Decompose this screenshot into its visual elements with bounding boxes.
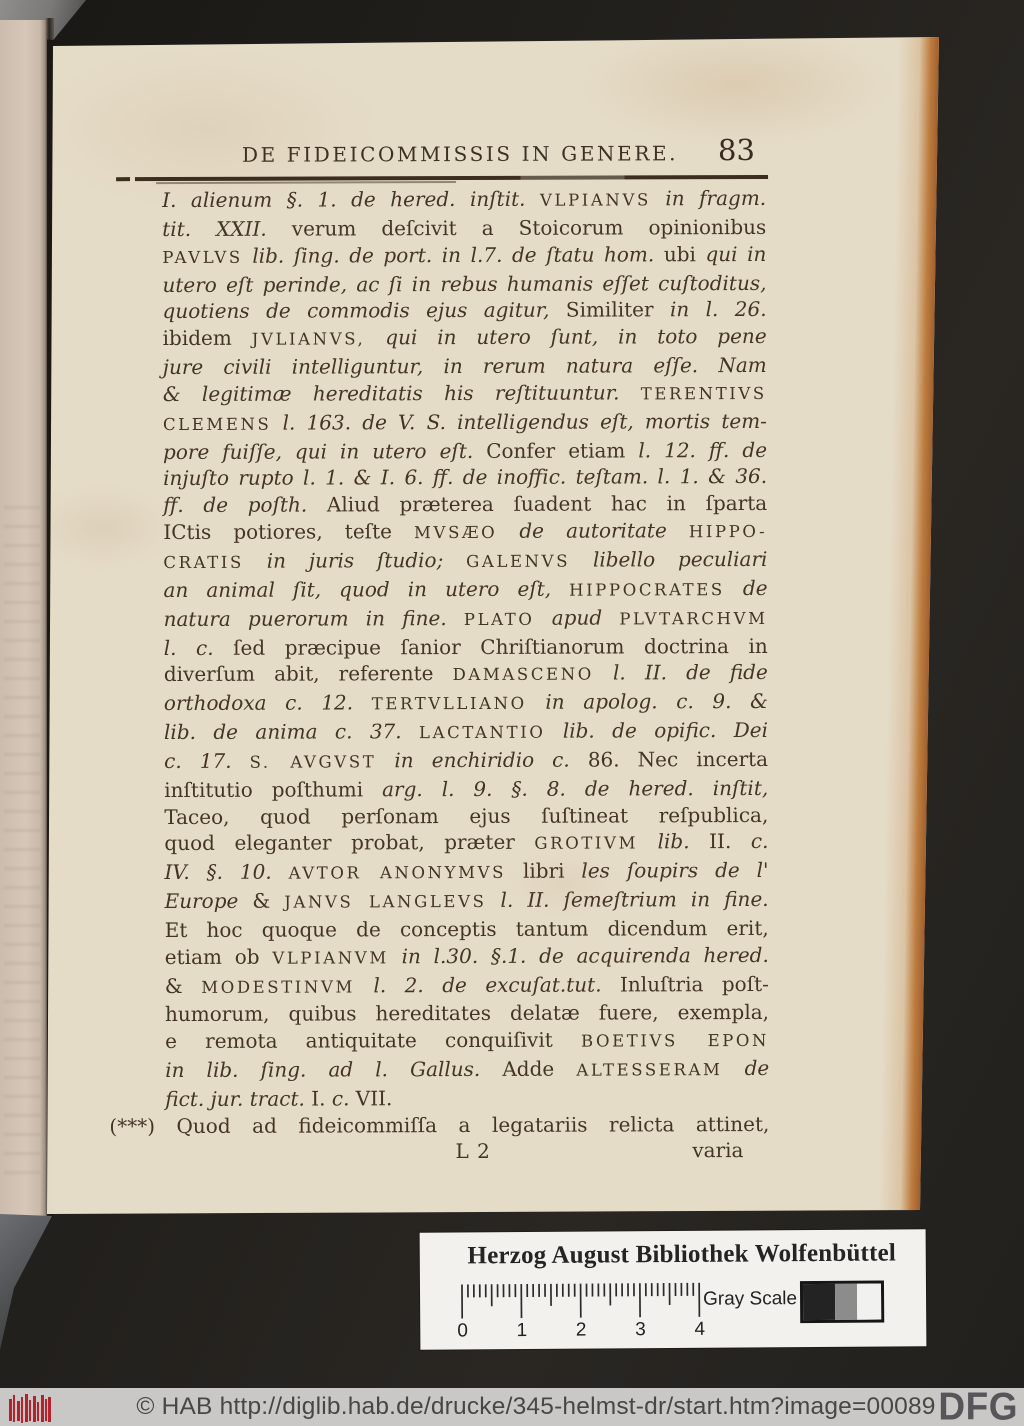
ruler-number: 3	[635, 1319, 646, 1341]
text-line: tit. XXII. verum deſcivit a Stoicorum opinionibus	[162, 214, 767, 241]
library-label	[420, 1229, 927, 1350]
gray-patch-black	[803, 1284, 835, 1320]
text-line: CLEMENS l. 163. de V. S. intelligendus eſt, mortis tem-	[162, 408, 767, 435]
text-line: etiam ob VLPIANVM in l.30. §.1. de acquirenda hered.	[164, 942, 769, 969]
text-line: humorum, quibus hereditates delatæ fuere, exempla,	[164, 1000, 770, 1027]
dfg-logo: DFG	[938, 1384, 1018, 1426]
gray-scale-label: Gray Scale	[702, 1288, 798, 1310]
ruler-numbers	[458, 1319, 708, 1345]
catchword: varia	[692, 1137, 744, 1162]
text-line: quotiens de commodis ejus agitur, Similiter in l. 26.	[162, 297, 767, 324]
ruler-scale	[458, 1281, 708, 1321]
printed-content	[109, 132, 770, 1163]
text-line: ff. de poſth. Aliud præterea ſuadent hac in ſparta	[163, 491, 768, 518]
text-line: IV. §. 10. AVTOR ANONYMVS libri les ſoupirs de l'	[164, 858, 769, 885]
gray-patch-white	[857, 1284, 881, 1320]
text-line: Taceo, quod perſonam ejus ſuſtineat reſpublica,	[164, 802, 769, 829]
text-line: injuſto rupto l. 1. & I. 6. ff. de inoffic. teſtam. l. 1. & 36.	[163, 464, 768, 491]
text-line: Et hoc quoque de conceptis tantum dicendum erit,	[164, 915, 769, 942]
page-top-shadow	[40, 21, 950, 46]
page-fore-edge	[878, 18, 944, 1231]
ruler-number: 1	[516, 1320, 528, 1342]
text-line: I. alienum §. 1. de hered. inſtit. VLPIANVS in fragm.	[162, 185, 767, 213]
text-line: e remota antiquitate conquiſivit BOETIVS EPON	[165, 1027, 770, 1054]
opposite-page-edge	[0, 20, 47, 1218]
page-number: 83	[717, 132, 755, 168]
ruler-number: 4	[694, 1318, 706, 1340]
text-line: (***) Quod ad fideicommiſſa a legatariis relicta attinet,	[109, 1111, 770, 1139]
copyright-line: © HAB http://diglib.hab.de/drucke/345-helmst-dr/start.htm?image=00089	[136, 1393, 936, 1420]
text-lines	[109, 185, 770, 1168]
text-line: c. 17. S. AVGVST in enchiridio c. 86. Nec incerta	[164, 746, 769, 773]
text-line: pore fuiſſe, qui in utero eſt. Confer etiam l. 12. ff. de	[162, 437, 768, 464]
text-line: PAVLVS lib. ſing. de port. in l.7. de ſtatu hom. ubi qui in	[162, 241, 767, 268]
footer-bar	[0, 1384, 1024, 1426]
signature-row	[165, 1138, 769, 1168]
text-line: fict. jur. tract. I. c. VII.	[165, 1086, 393, 1112]
text-line: jure civili intelliguntur, in rerum natura eſſe. Nam	[162, 353, 767, 380]
text-line: an animal ſit, quod in utero eſt, HIPPOCRATES de	[163, 575, 768, 602]
text-line: quod eleganter probat, præter GROTIVM lib. II. c.	[164, 829, 769, 856]
text-line: CRATIS in juris ſtudio; GALENVS libello peculiari	[163, 546, 768, 573]
text-line: in lib. ſing. ad l. Gallus. Adde ALTESSERAM de	[165, 1056, 770, 1083]
cradle-wedge	[0, 1210, 60, 1350]
text-line: orthodoxa c. 12. TERTVLLIANO in apolog. c. 9. &	[163, 689, 768, 716]
text-line: natura puerorum in fine. PLATO apud PLVTARCHVM	[163, 605, 768, 631]
page-header	[162, 132, 766, 177]
ruler-number: 0	[457, 1320, 468, 1342]
text-line: diverſum abit, referente DAMASCENO l. II. de fide	[163, 660, 768, 687]
showthrough-text	[4, 490, 40, 1180]
text-line: lib. de anima c. 37. LACTANTIO lib. de opific. Dei	[163, 717, 769, 745]
text-line: ICtis potiores, teſte MVSÆO de autoritate HIPPO-	[163, 518, 768, 545]
text-line: ibidem JVLIANVS, qui in utero ſunt, in toto pene	[162, 324, 767, 351]
signature-mark: L 2	[455, 1138, 491, 1163]
text-line: & MODESTINVM l. 2. de excuſat.tut. Inluſtria poſt-	[164, 971, 769, 998]
ruler-number: 2	[575, 1319, 587, 1341]
text-line: l. c. ſed præcipue ſanior Chriſtianorum doctrina in	[163, 633, 768, 660]
text-line: & legitimæ hereditatis his reſtituuntur. TERENTIVS	[162, 380, 767, 406]
running-title: DE FIDEICOMMISSIS IN GENERE.	[241, 141, 679, 167]
text-line: inſtitutio poſthumi arg. l. 9. §. 8. de hered. inſtit,	[164, 775, 769, 802]
gray-scale-patch	[800, 1281, 884, 1324]
text-line: utero eſt perinde, ac ſi in rebus humanis eſſet cuſtoditus,	[162, 270, 767, 297]
text-line: Europe & JANVS LANGLEVS l. II. ſemeſtrium in fine.	[164, 887, 769, 914]
label-title: Herzog August Bibliothek Wolfenbüttel	[467, 1239, 897, 1270]
gray-patch-mid	[835, 1284, 857, 1320]
